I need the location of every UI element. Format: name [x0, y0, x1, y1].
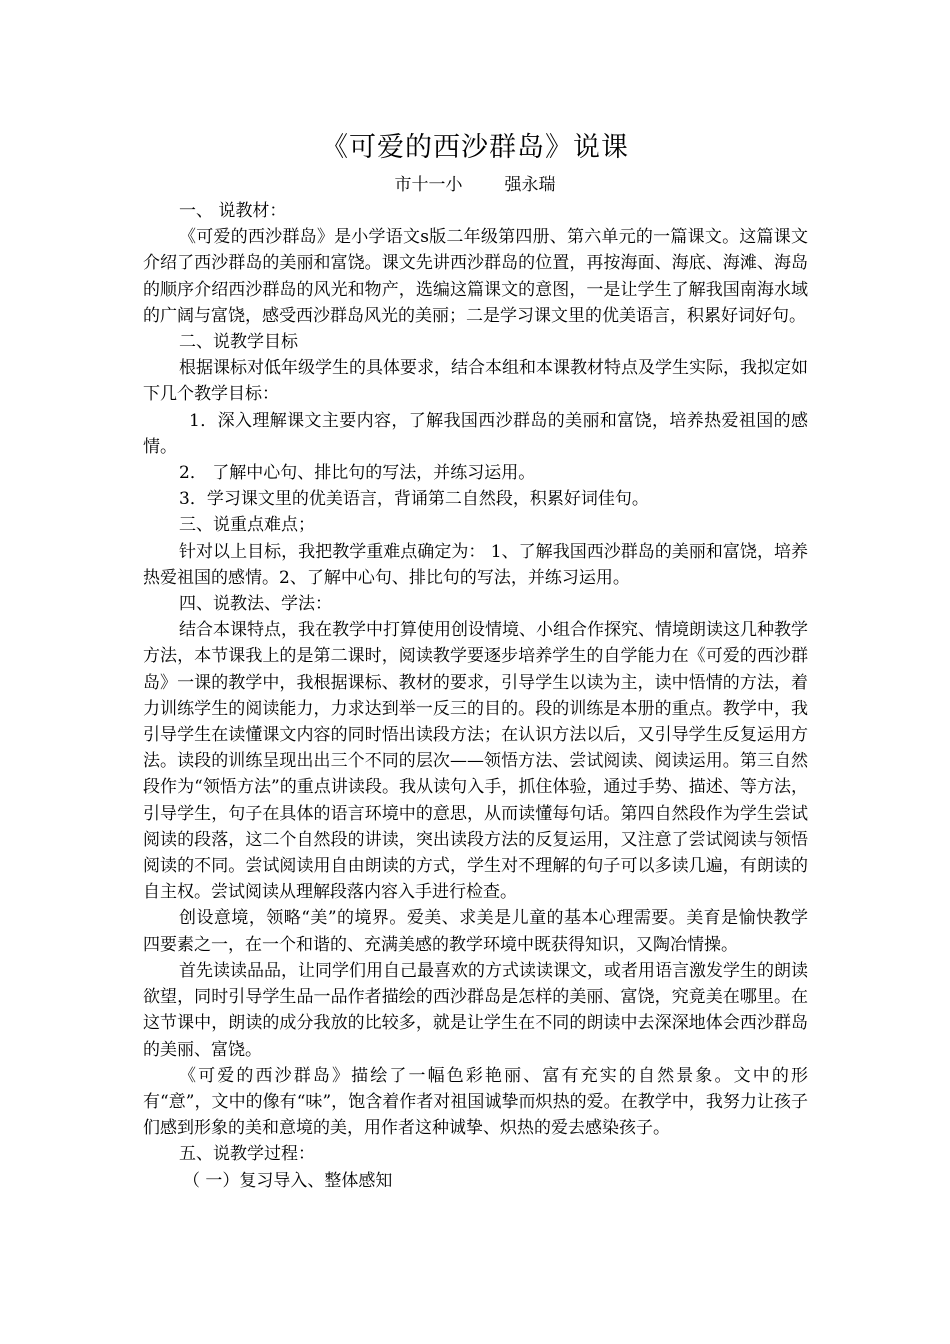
author-name: 强永瑞: [504, 175, 556, 195]
goal-item-3: 3．学习课文里的优美语言，背诵第二自然段，积累好词佳句。: [179, 489, 649, 510]
section-heading-goals: 二、说教学目标: [179, 332, 298, 353]
goal-item-2: 2． 了解中心句、排比句的写法，并练习运用。: [179, 463, 536, 484]
paragraph-methods: 结合本课特点，我在教学中打算使用创设情境、小组合作探究、情境朗读这几种教学方法，本节课我上的是第二课时，阅读教学要逐步培养学生的自学能力在《可爱的西沙群岛》一课的教学中，我根据课标、教材的要求，引导学生以读为主，读中悟情的方法，着力训练学生的阅读能力，力求达到举一反三的目的。段的训练是本册的重点。教学中，我引导学生在读懂课文内容的同时悟出读段方法；在认识方法以后，又引导学生反复运用方法。读段的训练呈现出出三个不同的层次——领悟方法、尝试阅读、阅读运用。第三自然段作为“领悟方法”的重点讲读段。我从读句入手，抓住体验，通过手势、描述、等方法，引导学生，句子在具体的语言环境中的意思，从而读懂每句话。第四自然段作为学生尝试阅读的段落，这二个自然段的讲读，突出读段方法的反复运用，又注意了尝试阅读与领悟阅读的不同。尝试阅读用自由朗读的方式，学生对不理解的句子可以多读几遍，有朗读的自主权。尝试阅读从理解段落内容入手进行检查。: [143, 620, 808, 903]
paragraph-beauty: 创设意境，领略“美”的境界。爱美、求美是儿童的基本心理需要。美育是愉快教学四要素之一，在一个和谐的、充满美感的教学环境中既获得知识，又陶冶情操。: [143, 908, 808, 955]
paragraph-materials: 《可爱的西沙群岛》是小学语文s版二年级第四册、第六单元的一篇课文。这篇课文介绍了西沙群岛的美丽和富饶。课文先讲西沙群岛的位置，再按海面、海底、海滩、海岛的顺序介绍西沙群岛的风光和物产，选编这篇课文的意图，一是让学生了解我国南海水域的广阔与富饶，感受西沙群岛风光的美丽；二是学习课文里的优美语言，积累好词好句。: [143, 227, 808, 326]
document-title: 《可爱的西沙群岛》说课: [321, 132, 629, 163]
section-heading-process: 五、说教学过程：: [179, 1144, 315, 1165]
document-body: [143, 198, 808, 1194]
section-heading-methods: 四、说教法、学法：: [179, 594, 332, 615]
subsection-heading-review: （ 一）复习导入、整体感知: [183, 1170, 393, 1191]
section-heading-materials: 一、 说教材：: [179, 201, 287, 221]
paragraph-reading: 首先读读品品，让同学们用自己最喜欢的方式读读课文，或者用语言激发学生的朗读欲望，同时引导学生品一品作者描绘的西沙群岛是怎样的美丽、富饶，究竟美在哪里。在这节课中，朗读的成分我放的比较多，就是让学生在不同的朗读中去深深地体会西沙群岛的美丽、富饶。: [143, 960, 808, 1060]
author-school: 市十一小: [394, 175, 463, 195]
goal-item-1: 1．深入理解课文主要内容，了解我国西沙群岛的美丽和富饶，培养热爱祖国的感情。: [143, 410, 808, 457]
section-heading-key-points: 三、说重点难点；: [179, 515, 315, 536]
paragraph-imagery: 《可爱的西沙群岛》描绘了一幅色彩艳丽、富有充实的自然景象。文中的形有“意”，文中的像有“味”，饱含着作者对祖国诚挚而炽热的爱。在教学中，我努力让孩子们感到形象的美和意境的美，用作者这种诚挚、炽热的爱去感染孩子。: [143, 1065, 808, 1139]
author-line: [0, 172, 950, 198]
paragraph-key-points: 针对以上目标，我把教学重难点确定为： 1、了解我国西沙群岛的美丽和富饶，培养热爱祖国的感情。2、了解中心句、排比句的写法，并练习运用。: [143, 541, 808, 588]
paragraph-goals-intro: 根据课标对低年级学生的具体要求，结合本组和本课教材特点及学生实际，我拟定如下几个教学目标：: [143, 358, 808, 405]
